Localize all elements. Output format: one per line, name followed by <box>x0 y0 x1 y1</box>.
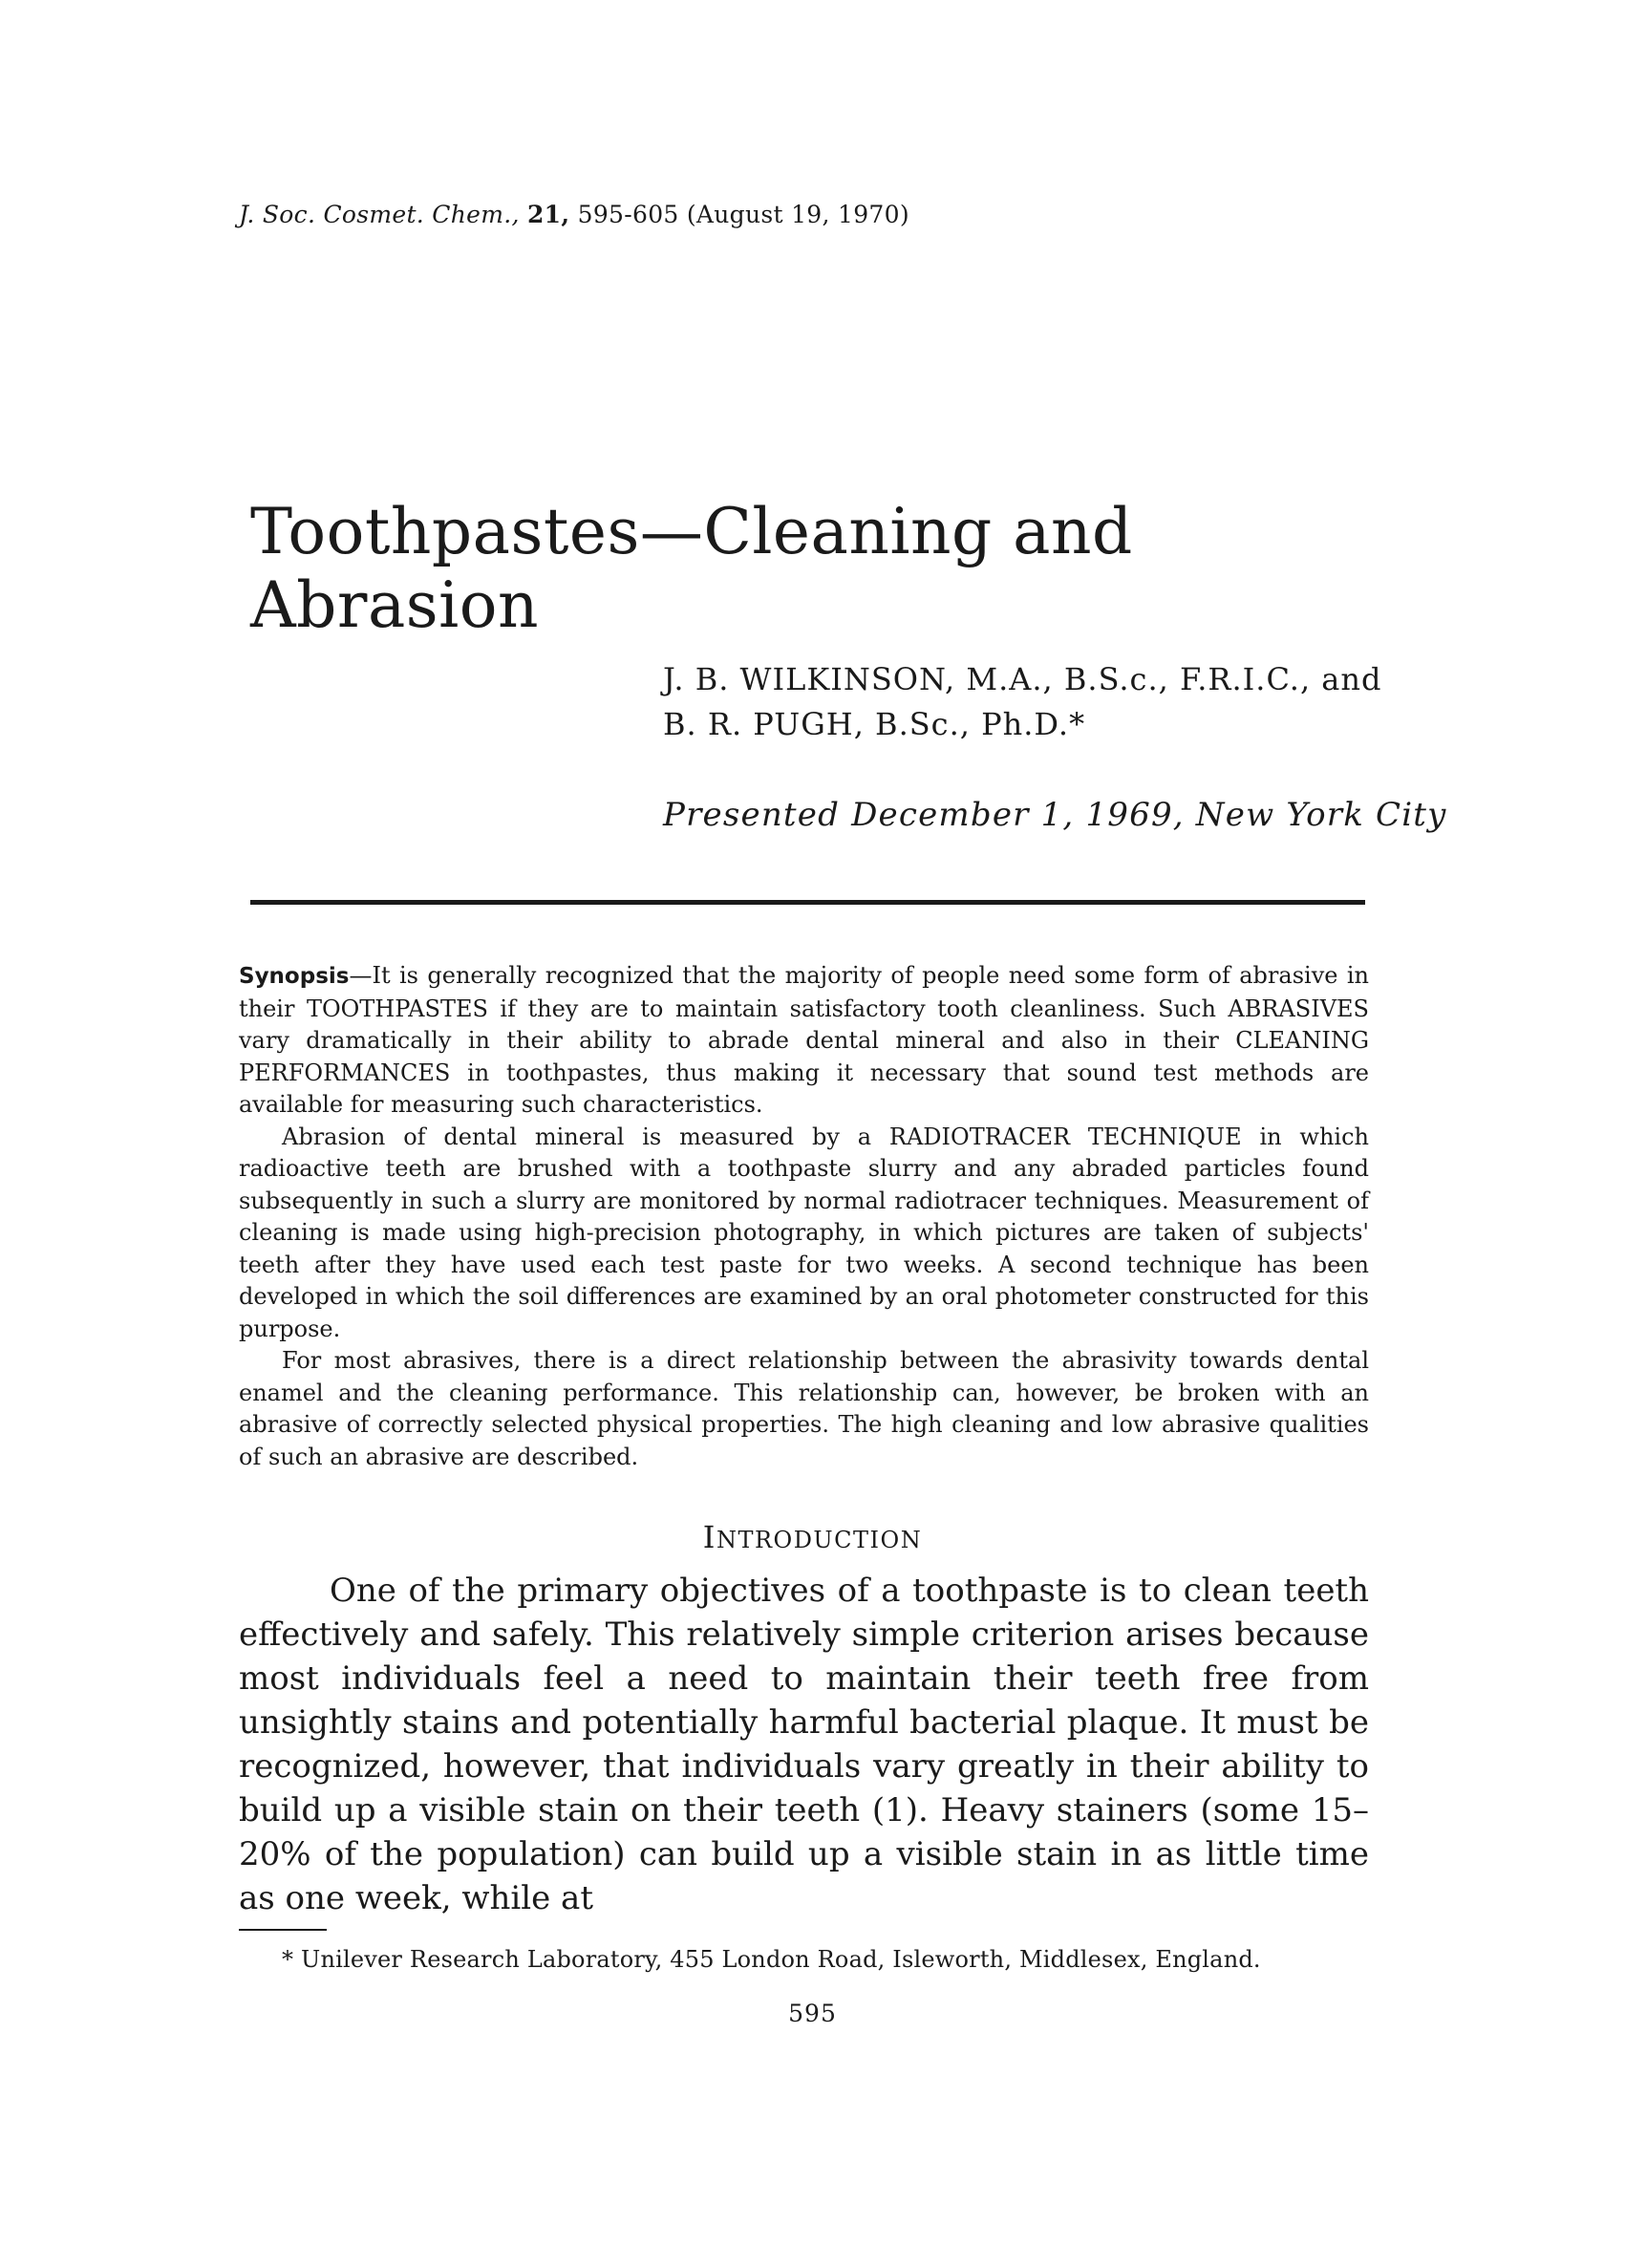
synopsis <box>239 960 1369 1473</box>
introduction-heading <box>703 1519 922 1555</box>
synopsis-paragraph-1-text: —It is generally recognized that the majority of people need some form of abrasive in their TOOTHPASTES if they are to maintain satisfactory tooth cleanliness. Such ABRASIVES vary dramatically in their ability to abrade dental mineral and also in their CLEANING PERFORMANCES in toothpastes, thus making it necessary that sound test methods are available for measuring such characteristics. <box>239 962 1369 1118</box>
introduction-paragraph: One of the primary objectives of a toothpaste is to clean teeth effectively and safely. This relatively simple criterion arises because most individuals feel a need to maintain their teeth free from unsightly stains and potentially harmful bacterial plaque. It must be recognized, however, that individuals vary greatly in their ability to build up a visible stain on their teeth (1). Heavy stainers (some 15–20% of the population) can build up a visible stain in as little time as one week, while at <box>239 1572 1369 1917</box>
author-line-1: J. B. WILKINSON, M.A., B.S.c., F.R.I.C., and <box>663 661 1382 697</box>
section-heading <box>0 1519 1625 1555</box>
journal-citation <box>239 201 909 228</box>
introduction-heading-initial: I <box>702 1519 716 1555</box>
journal-name: J. Soc. Cosmet. Chem., <box>239 201 520 228</box>
synopsis-paragraph-2: Abrasion of dental mineral is measured by a RADIOTRACER TECHNIQUE in which radioactive teeth are brushed with a toothpaste slurry and any abraded particles found subsequently in such a slurry are monitored by normal radiotracer techniques. Measurement of cleaning is made using high-precision photography, in which pictures are taken of subjects' teeth after they have used each test paste for two weeks. A second technique has been developed in which the soil differences are examined by an oral photometer constructed for this purpose. <box>239 1123 1369 1342</box>
synopsis-paragraph-3: For most abrasives, there is a direct relationship between the abrasivity towards dental enamel and the cleaning performance. This relationship can, however, be broken with an abrasive of correctly selected physical properties. The high cleaning and low abrasive qualities of such an abrasive are described. <box>239 1347 1369 1470</box>
journal-volume: 21, <box>526 201 570 228</box>
presented-note: Presented December 1, 1969, New York City <box>663 796 1447 834</box>
footnote: * Unilever Research Laboratory, 455 London Road, Isleworth, Middlesex, England. <box>282 1946 1261 1973</box>
footnote-rule <box>239 1929 327 1931</box>
synopsis-paragraph-1 <box>239 960 1369 1122</box>
introduction-heading-rest: NTRODUCTION <box>716 1527 923 1553</box>
author-line-2: B. R. PUGH, B.Sc., Ph.D.* <box>663 706 1086 742</box>
synopsis-label: Synopsis <box>239 964 350 989</box>
page-number: 595 <box>788 2000 837 2027</box>
author-block <box>663 657 1389 747</box>
journal-pages-date: 595-605 (August 19, 1970) <box>577 201 909 228</box>
paper-title: Toothpastes—Cleaning and Abrasion <box>250 495 1133 642</box>
title-rule <box>250 900 1365 905</box>
